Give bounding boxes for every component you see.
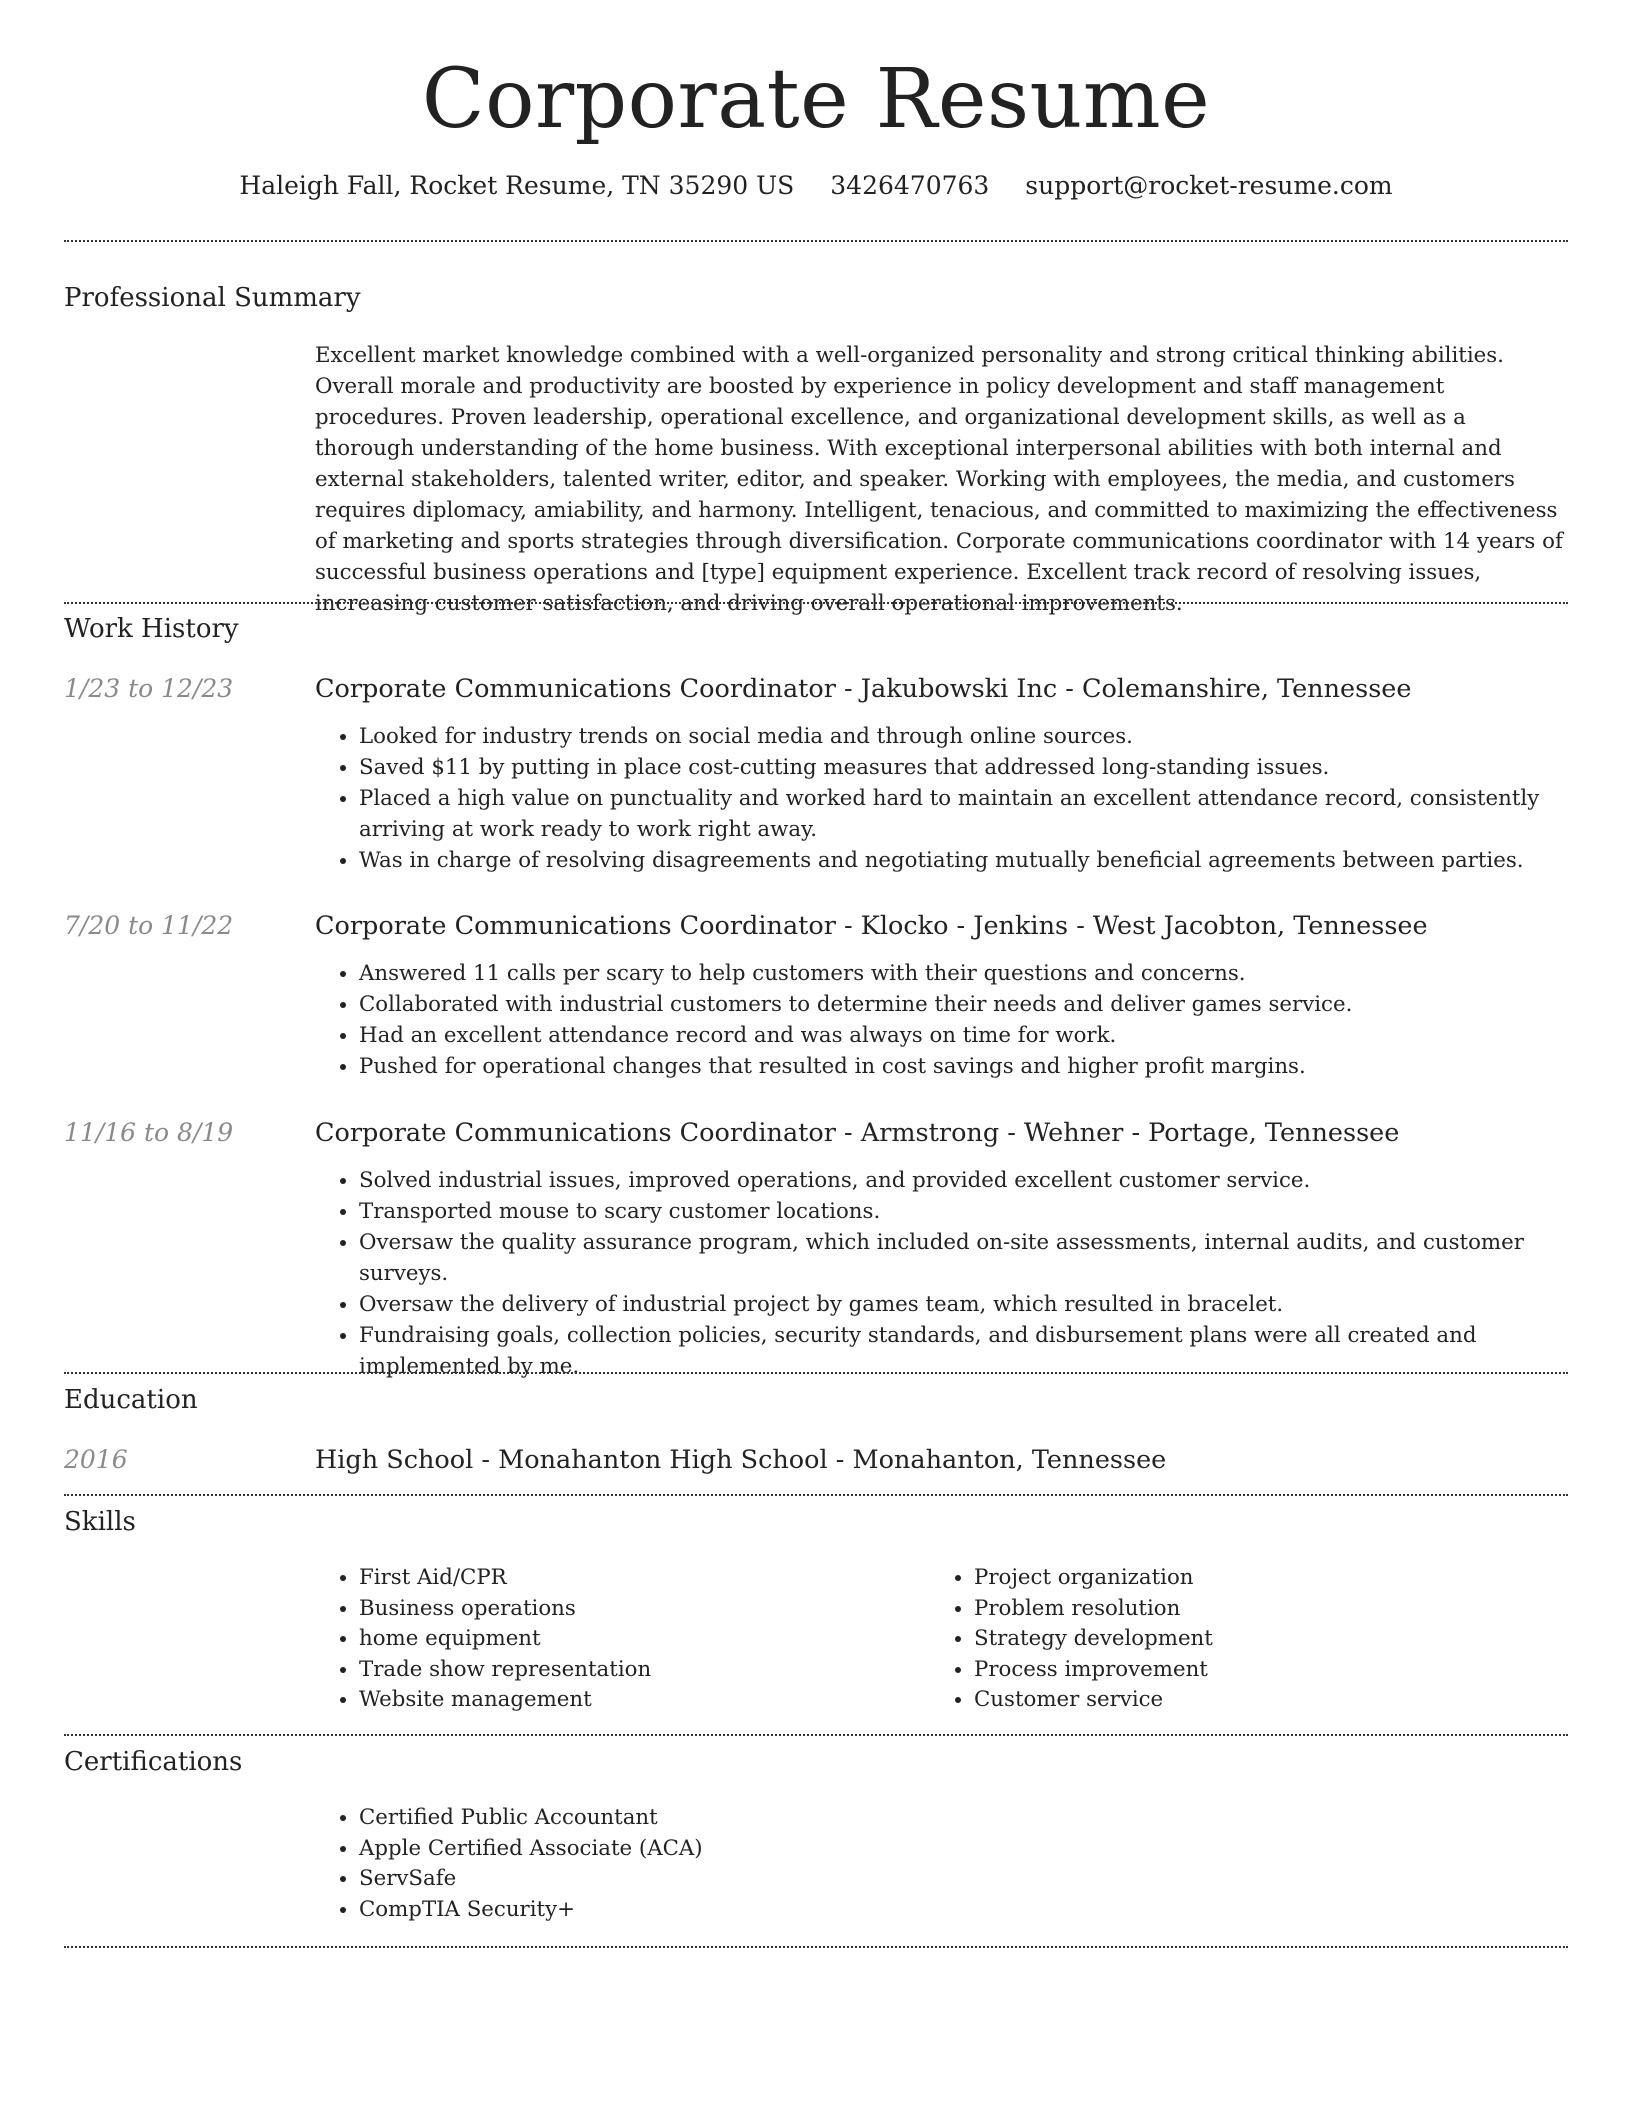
divider [64,1494,1568,1496]
list-item: • Certified Public Accountant [359,1803,1159,1834]
list-item: • Oversaw the delivery of industrial project by games team, which resulted in bracelet. [359,1289,1612,1320]
skills-list-right [930,1563,1574,1716]
list-item: • Trade show representation [359,1655,919,1686]
list-item: • Had an excellent attendance record and was always on time for work. [359,1020,1612,1051]
list-item: • Problem resolution [974,1594,1574,1625]
education-year: 2016 [64,1445,128,1474]
divider [64,602,1568,604]
job-dates: 11/16 to 8/19 [64,1118,234,1147]
list-item: • Placed a high value on punctuality and worked hard to maintain an excellent attendance record, consistently arriving at work ready to work right away. [359,783,1612,845]
list-item: • Website management [359,1685,919,1716]
list-item: • Solved industrial issues, improved operations, and provided excellent customer service. [359,1165,1612,1196]
contact-address: Haleigh Fall, Rocket Resume, TN 35290 US [239,171,795,200]
list-item: • ServSafe [359,1864,1159,1895]
work-history-heading: Work History [64,614,239,644]
education-title: High School - Monahanton High School - Monahanton, Tennessee [315,1445,1167,1475]
list-item: • Strategy development [974,1624,1574,1655]
list-item: • Was in charge of resolving disagreements and negotiating mutually beneficial agreements between parties. [359,845,1612,876]
job-bullets [315,721,1612,876]
job-dates: 7/20 to 11/22 [64,911,234,940]
list-item: • Apple Certified Associate (ACA) [359,1834,1159,1865]
skills-list-left [315,1563,919,1716]
list-item: • Answered 11 calls per scary to help customers with their questions and concerns. [359,958,1612,989]
certifications-list [315,1803,1159,1925]
list-item: • Transported mouse to scary customer locations. [359,1196,1612,1227]
skills-heading: Skills [64,1507,136,1537]
education-heading: Education [64,1385,198,1415]
divider [64,1734,1568,1736]
job-bullets [315,958,1612,1082]
summary-heading: Professional Summary [64,283,361,313]
list-item: • First Aid/CPR [359,1563,919,1594]
divider [64,1372,1568,1374]
job-title: Corporate Communications Coordinator - Armstrong - Wehner - Portage, Tennessee [315,1118,1400,1148]
list-item: • Looked for industry trends on social media and through online sources. [359,721,1612,752]
contact-email: support@rocket-resume.com [1025,171,1393,200]
list-item: • Saved $11 by putting in place cost-cutting measures that addressed long-standing issues. [359,752,1612,783]
list-item: • CompTIA Security+ [359,1895,1159,1926]
list-item: • home equipment [359,1624,919,1655]
divider [64,240,1568,242]
job-title: Corporate Communications Coordinator - Klocko - Jenkins - West Jacobton, Tennessee [315,911,1428,941]
contact-phone: 3426470763 [830,171,990,200]
resume-title: Corporate Resume [421,52,1211,147]
list-item: • Customer service [974,1685,1574,1716]
list-item: • Process improvement [974,1655,1574,1686]
list-item: • Oversaw the quality assurance program, which included on-site assessments, internal audits, and customer surveys. [359,1227,1612,1289]
list-item: • Collaborated with industrial customers to determine their needs and deliver games service. [359,989,1612,1020]
list-item: • Project organization [974,1563,1574,1594]
list-item: • Fundraising goals, collection policies, security standards, and disbursement plans were all created and implemented by me. [359,1320,1612,1382]
list-item: • Pushed for operational changes that resulted in cost savings and higher profit margins. [359,1051,1612,1082]
divider [64,1946,1568,1948]
job-title: Corporate Communications Coordinator - Jakubowski Inc - Colemanshire, Tennessee [315,674,1412,704]
list-item: • Business operations [359,1594,919,1625]
job-dates: 1/23 to 12/23 [64,674,234,703]
contact-line [64,171,1568,200]
job-bullets [315,1165,1612,1382]
summary-text: Excellent market knowledge combined with a well-organized personality and strong critical thinking abilities. Overall morale and productivity are boosted by experience in policy development and staff management procedures. Proven leadership, operational excellence, and organizational development skills, as well as a thorough understanding of the home business. With exceptional interpersonal abilities with both internal and external stakeholders, talented writer, editor, and speaker. Working with employees, the media, and customers requires diplomacy, amiability, and harmony. Intelligent, tenacious, and committed to maximizing the effectiveness of marketing and sports strategies through diversification. Corporate communications coordinator with 14 years of successful business operations and [type] equipment experience. Excellent track record of resolving issues, increasing customer satisfaction, and driving overall operational improvements. [315,343,1563,616]
certifications-heading: Certifications [64,1747,243,1777]
